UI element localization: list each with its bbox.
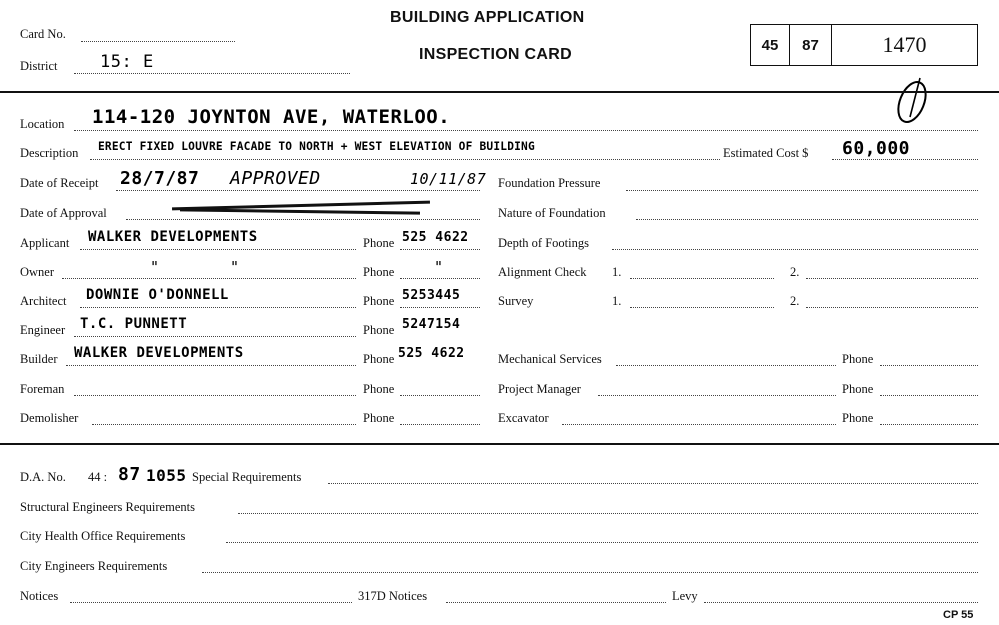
alignment-num2: 2. bbox=[790, 265, 800, 279]
excavator-phone-label: Phone bbox=[842, 411, 874, 425]
applicant-phone: 525 4622 bbox=[402, 230, 469, 245]
special-requirements-label: Special Requirements bbox=[192, 470, 302, 484]
card-no-label: Card No. bbox=[20, 27, 66, 41]
architect-label: Architect bbox=[20, 294, 67, 308]
project-manager-label: Project Manager bbox=[498, 382, 581, 396]
date-receipt-label: Date of Receipt bbox=[20, 176, 99, 190]
owner-phone-line bbox=[400, 278, 480, 279]
depth-footings-label: Depth of Footings bbox=[498, 236, 589, 250]
nature-foundation-line bbox=[636, 219, 978, 220]
health-label: City Health Office Requirements bbox=[20, 529, 186, 543]
demolisher-label: Demolisher bbox=[20, 411, 79, 425]
card-box-45: 45 bbox=[750, 24, 790, 66]
depth-footings-line bbox=[612, 249, 978, 250]
engineer-line bbox=[74, 336, 356, 337]
engineer-value: T.C. PUNNETT bbox=[80, 316, 188, 332]
owner-value-ditto: " bbox=[230, 258, 240, 276]
builder-phone-label: Phone bbox=[363, 352, 395, 366]
title-line2: INSPECTION CARD bbox=[419, 46, 572, 63]
header-divider bbox=[0, 91, 999, 93]
architect-phone: 5253445 bbox=[402, 288, 461, 303]
alignment-line1 bbox=[630, 278, 774, 279]
foundation-pressure-label: Foundation Pressure bbox=[498, 176, 601, 190]
date-approval-line bbox=[126, 219, 480, 220]
da-label: D.A. No. bbox=[20, 470, 66, 484]
district-label: District bbox=[20, 59, 58, 73]
notices-317d-label: 317D Notices bbox=[358, 589, 428, 603]
date-receipt-value: 28/7/87 bbox=[120, 168, 200, 189]
notices-line bbox=[70, 602, 352, 603]
special-requirements-line bbox=[328, 483, 978, 484]
architect-phone-line bbox=[400, 307, 480, 308]
approved-date: 10/11/87 bbox=[410, 170, 487, 188]
mechanical-line bbox=[616, 365, 836, 366]
mechanical-label: Mechanical Services bbox=[498, 352, 602, 366]
owner-value: " bbox=[150, 258, 160, 276]
applicant-phone-label: Phone bbox=[363, 236, 395, 250]
description-value: ERECT FIXED LOUVRE FACADE TO NORTH + WEST ELEVATION OF BUILDING bbox=[98, 140, 535, 153]
foreman-phone-label: Phone bbox=[363, 382, 395, 396]
survey-line1 bbox=[630, 307, 774, 308]
city-engineers-label: City Engineers Requirements bbox=[20, 559, 168, 573]
levy-label: Levy bbox=[672, 589, 698, 603]
notices-317d-line bbox=[446, 602, 666, 603]
survey-line2 bbox=[806, 307, 978, 308]
da-year: 87 bbox=[118, 464, 141, 485]
location-line bbox=[74, 130, 978, 131]
da-number: 1055 bbox=[146, 466, 187, 485]
architect-value: DOWNIE O'DONNELL bbox=[86, 287, 229, 303]
form-code: CP 55 bbox=[943, 609, 974, 621]
structural-label: Structural Engineers Requirements bbox=[20, 500, 195, 514]
applicant-label: Applicant bbox=[20, 236, 70, 250]
builder-line bbox=[66, 365, 356, 366]
project-manager-phone-line bbox=[880, 395, 978, 396]
survey-num1: 1. bbox=[612, 294, 622, 308]
excavator-phone-line bbox=[880, 424, 978, 425]
nature-foundation-label: Nature of Foundation bbox=[498, 206, 606, 220]
project-manager-phone-label: Phone bbox=[842, 382, 874, 396]
approved-stamp: APPROVED bbox=[230, 168, 321, 189]
card-number: 1470 bbox=[882, 32, 927, 57]
owner-phone: " bbox=[434, 258, 444, 276]
description-line bbox=[90, 159, 720, 160]
estimated-cost-value: 60,000 bbox=[842, 138, 911, 159]
architect-line bbox=[80, 307, 356, 308]
handwritten-zero-icon bbox=[890, 72, 940, 127]
card-box-87: 87 bbox=[789, 24, 832, 66]
excavator-line bbox=[562, 424, 836, 425]
architect-phone-label: Phone bbox=[363, 294, 395, 308]
survey-label: Survey bbox=[498, 294, 534, 308]
structural-line bbox=[238, 513, 978, 514]
survey-num2: 2. bbox=[790, 294, 800, 308]
district-line bbox=[74, 73, 350, 74]
card-no-line bbox=[81, 41, 235, 42]
strikethrough-mark-2 bbox=[180, 208, 420, 214]
location-label: Location bbox=[20, 117, 65, 131]
alignment-num1: 1. bbox=[612, 265, 622, 279]
alignment-label: Alignment Check bbox=[498, 265, 587, 279]
foreman-label: Foreman bbox=[20, 382, 65, 396]
engineer-label: Engineer bbox=[20, 323, 66, 337]
owner-label: Owner bbox=[20, 265, 55, 279]
health-line bbox=[226, 542, 978, 543]
notices-label: Notices bbox=[20, 589, 59, 603]
builder-label: Builder bbox=[20, 352, 58, 366]
project-manager-line bbox=[598, 395, 836, 396]
alignment-line2 bbox=[806, 278, 978, 279]
date-approval-label: Date of Approval bbox=[20, 206, 107, 220]
levy-line bbox=[704, 602, 978, 603]
description-label: Description bbox=[20, 146, 79, 160]
card-number-box bbox=[831, 24, 978, 66]
date-receipt-line bbox=[116, 190, 480, 191]
mechanical-phone-label: Phone bbox=[842, 352, 874, 366]
builder-value: WALKER DEVELOPMENTS bbox=[74, 345, 244, 361]
demolisher-line bbox=[92, 424, 356, 425]
district-value: 15: E bbox=[100, 52, 154, 72]
foreman-line bbox=[74, 395, 356, 396]
engineer-phone: 5247154 bbox=[402, 317, 461, 332]
foundation-pressure-line bbox=[626, 190, 978, 191]
estimated-cost-label: Estimated Cost $ bbox=[723, 146, 809, 160]
builder-phone: 525 4622 bbox=[398, 346, 465, 361]
estimated-cost-line bbox=[832, 159, 978, 160]
da-prefix: 44 : bbox=[88, 470, 108, 484]
city-engineers-line bbox=[202, 572, 978, 573]
applicant-phone-line bbox=[400, 249, 480, 250]
title-line1: BUILDING APPLICATION bbox=[390, 9, 585, 26]
mechanical-phone-line bbox=[880, 365, 978, 366]
applicant-value: WALKER DEVELOPMENTS bbox=[88, 229, 258, 245]
demolisher-phone-line bbox=[400, 424, 480, 425]
location-value: 114-120 JOYNTON AVE, WATERLOO. bbox=[92, 106, 451, 128]
excavator-label: Excavator bbox=[498, 411, 549, 425]
engineer-phone-label: Phone bbox=[363, 323, 395, 337]
owner-line bbox=[62, 278, 356, 279]
foreman-phone-line bbox=[400, 395, 480, 396]
demolisher-phone-label: Phone bbox=[363, 411, 395, 425]
owner-phone-label: Phone bbox=[363, 265, 395, 279]
applicant-line bbox=[80, 249, 356, 250]
section-divider bbox=[0, 443, 999, 445]
